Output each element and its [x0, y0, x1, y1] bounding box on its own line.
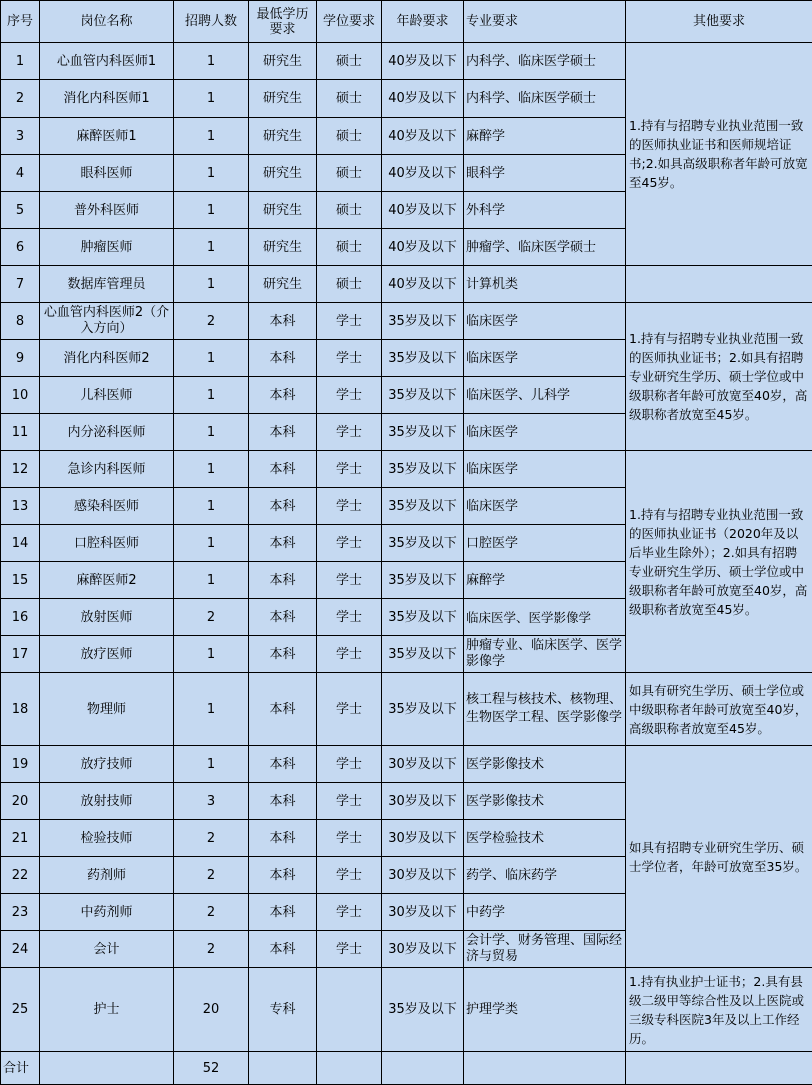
cell-age: 40岁及以下: [382, 155, 464, 192]
cell-degree: 学士: [317, 673, 382, 746]
cell-post: 放疗技师: [40, 746, 174, 783]
cell-age: 35岁及以下: [382, 525, 464, 562]
header-degree: 学位要求: [317, 1, 382, 43]
cell-major: 临床医学: [464, 488, 626, 525]
cell-seq: 16: [1, 599, 40, 636]
cell-seq: 13: [1, 488, 40, 525]
total-count: 52: [174, 1052, 249, 1085]
cell-age: 35岁及以下: [382, 562, 464, 599]
cell-edu: 研究生: [249, 43, 317, 80]
cell-age: 30岁及以下: [382, 746, 464, 783]
cell-edu: 研究生: [249, 266, 317, 303]
cell-edu: 专科: [249, 968, 317, 1052]
cell-major: 临床医学: [464, 451, 626, 488]
cell-major: 中药学: [464, 894, 626, 931]
cell-degree: 学士: [317, 820, 382, 857]
header-count: 招聘人数: [174, 1, 249, 43]
cell-degree: 学士: [317, 894, 382, 931]
cell-post: 眼科医师: [40, 155, 174, 192]
header-edu: 最低学历要求: [249, 1, 317, 43]
cell-count: 2: [174, 931, 249, 968]
cell-age: 35岁及以下: [382, 303, 464, 340]
cell-degree: 学士: [317, 562, 382, 599]
header-post: 岗位名称: [40, 1, 174, 43]
cell-count: 1: [174, 377, 249, 414]
cell-edu: 研究生: [249, 118, 317, 155]
cell-edu: 研究生: [249, 192, 317, 229]
cell-seq: 24: [1, 931, 40, 968]
cell-edu: 本科: [249, 673, 317, 746]
cell-degree: 学士: [317, 931, 382, 968]
cell-degree: 硕士: [317, 118, 382, 155]
cell-seq: 23: [1, 894, 40, 931]
cell-seq: 5: [1, 192, 40, 229]
cell-degree: 硕士: [317, 229, 382, 266]
cell-age: 40岁及以下: [382, 266, 464, 303]
cell-post: 麻醉医师1: [40, 118, 174, 155]
header-row: [1, 1, 812, 43]
cell-seq: 7: [1, 266, 40, 303]
cell-seq: 12: [1, 451, 40, 488]
cell-post: 放射医师: [40, 599, 174, 636]
cell-seq: 4: [1, 155, 40, 192]
cell-count: 1: [174, 746, 249, 783]
cell-count: 1: [174, 266, 249, 303]
cell-edu: 本科: [249, 746, 317, 783]
cell-degree: [317, 968, 382, 1052]
cell-seq: 17: [1, 636, 40, 673]
cell-major: 护理学类: [464, 968, 626, 1052]
cell-post: 内分泌科医师: [40, 414, 174, 451]
cell-age: 35岁及以下: [382, 636, 464, 673]
cell-degree: 学士: [317, 377, 382, 414]
cell-post: 肿瘤医师: [40, 229, 174, 266]
cell-seq: 25: [1, 968, 40, 1052]
cell-major: 临床医学: [464, 303, 626, 340]
cell-degree: 学士: [317, 340, 382, 377]
cell-age: 30岁及以下: [382, 820, 464, 857]
total-empty-post: [40, 1052, 174, 1085]
header-age: 年龄要求: [382, 1, 464, 43]
cell-age: 40岁及以下: [382, 192, 464, 229]
cell-major: 麻醉学: [464, 118, 626, 155]
total-empty-degree: [317, 1052, 382, 1085]
cell-edu: 研究生: [249, 229, 317, 266]
cell-count: 1: [174, 155, 249, 192]
cell-count: 1: [174, 451, 249, 488]
other-requirements-group-1: 1.持有与招聘专业执业范围一致的医师执业证书和医师规培证书;2.如具高级职称者年龄可放宽至45岁。: [626, 43, 812, 266]
cell-major: 医学影像技术: [464, 783, 626, 820]
cell-age: 35岁及以下: [382, 673, 464, 746]
cell-edu: 本科: [249, 414, 317, 451]
cell-seq: 11: [1, 414, 40, 451]
cell-count: 2: [174, 599, 249, 636]
cell-seq: 15: [1, 562, 40, 599]
cell-seq: 9: [1, 340, 40, 377]
cell-count: 2: [174, 303, 249, 340]
header-other: 其他要求: [626, 1, 812, 43]
cell-count: 1: [174, 562, 249, 599]
cell-age: 30岁及以下: [382, 783, 464, 820]
header-major: 专业要求: [464, 1, 626, 43]
cell-major: 会计学、财务管理、国际经济与贸易: [464, 931, 626, 968]
cell-major: 肿瘤学、临床医学硕士: [464, 229, 626, 266]
total-empty-edu: [249, 1052, 317, 1085]
cell-post: 会计: [40, 931, 174, 968]
cell-age: 30岁及以下: [382, 857, 464, 894]
cell-degree: 学士: [317, 599, 382, 636]
cell-age: 35岁及以下: [382, 451, 464, 488]
cell-degree: 学士: [317, 783, 382, 820]
cell-count: 2: [174, 820, 249, 857]
other-requirements-group-5: 如具有研究生学历、硕士学位或中级职称者年龄可放宽至40岁，高级职称者放宽至45岁。: [626, 673, 812, 746]
cell-seq: 22: [1, 857, 40, 894]
cell-post: 护士: [40, 968, 174, 1052]
table-row: [1, 43, 812, 80]
cell-edu: 本科: [249, 820, 317, 857]
cell-post: 心血管内科医师2（介入方向）: [40, 303, 174, 340]
cell-edu: 本科: [249, 340, 317, 377]
cell-degree: 学士: [317, 451, 382, 488]
cell-age: 30岁及以下: [382, 931, 464, 968]
cell-count: 1: [174, 636, 249, 673]
cell-post: 麻醉医师2: [40, 562, 174, 599]
cell-count: 1: [174, 414, 249, 451]
other-requirements-group-3: 1.持有与招聘专业执业范围一致的医师执业证书；2.如具有招聘专业研究生学历、硕士学位或中级职称者年龄可放宽至40岁，高级职称者放宽至45岁。: [626, 303, 812, 451]
cell-age: 40岁及以下: [382, 43, 464, 80]
cell-edu: 本科: [249, 783, 317, 820]
cell-major: 计算机类: [464, 266, 626, 303]
cell-count: 20: [174, 968, 249, 1052]
cell-edu: 研究生: [249, 80, 317, 118]
cell-edu: 本科: [249, 599, 317, 636]
cell-age: 35岁及以下: [382, 377, 464, 414]
cell-seq: 19: [1, 746, 40, 783]
cell-post: 放射技师: [40, 783, 174, 820]
cell-degree: 硕士: [317, 266, 382, 303]
total-row: [1, 1052, 812, 1085]
cell-degree: 学士: [317, 525, 382, 562]
total-empty-other: [626, 1052, 812, 1085]
cell-count: 1: [174, 340, 249, 377]
cell-count: 2: [174, 894, 249, 931]
cell-age: 40岁及以下: [382, 229, 464, 266]
cell-age: 35岁及以下: [382, 968, 464, 1052]
header-seq: 序号: [1, 1, 40, 43]
cell-seq: 21: [1, 820, 40, 857]
cell-age: 40岁及以下: [382, 80, 464, 118]
cell-degree: 学士: [317, 414, 382, 451]
cell-degree: 学士: [317, 857, 382, 894]
total-empty-major: [464, 1052, 626, 1085]
cell-count: 1: [174, 80, 249, 118]
cell-count: 2: [174, 857, 249, 894]
cell-post: 口腔科医师: [40, 525, 174, 562]
cell-major: 临床医学: [464, 414, 626, 451]
cell-major: 麻醉学: [464, 562, 626, 599]
cell-major: 外科学: [464, 192, 626, 229]
cell-count: 1: [174, 192, 249, 229]
table-row: [1, 968, 812, 1052]
cell-degree: 硕士: [317, 80, 382, 118]
cell-degree: 学士: [317, 746, 382, 783]
cell-count: 1: [174, 525, 249, 562]
cell-post: 感染科医师: [40, 488, 174, 525]
cell-post: 中药剂师: [40, 894, 174, 931]
other-requirements-group-7: 1.持有执业护士证书；2.具有县级二级甲等综合性及以上医院或三级专科医院3年及以上工作经历。: [626, 968, 812, 1052]
cell-seq: 14: [1, 525, 40, 562]
cell-age: 35岁及以下: [382, 488, 464, 525]
cell-seq: 2: [1, 80, 40, 118]
cell-major: 医学检验技术: [464, 820, 626, 857]
cell-major: 内科学、临床医学硕士: [464, 80, 626, 118]
cell-seq: 6: [1, 229, 40, 266]
cell-major: 医学影像技术: [464, 746, 626, 783]
cell-post: 药剂师: [40, 857, 174, 894]
cell-degree: 硕士: [317, 155, 382, 192]
cell-seq: 20: [1, 783, 40, 820]
cell-edu: 研究生: [249, 155, 317, 192]
cell-post: 消化内科医师1: [40, 80, 174, 118]
total-label: 合计: [1, 1052, 40, 1085]
cell-major: 药学、临床药学: [464, 857, 626, 894]
table-row: [1, 673, 812, 746]
cell-edu: 本科: [249, 488, 317, 525]
cell-seq: 1: [1, 43, 40, 80]
cell-post: 检验技师: [40, 820, 174, 857]
cell-major: 眼科学: [464, 155, 626, 192]
cell-degree: 学士: [317, 488, 382, 525]
cell-post: 儿科医师: [40, 377, 174, 414]
cell-post: 急诊内科医师: [40, 451, 174, 488]
cell-major: 肿瘤专业、临床医学、医学影像学: [464, 636, 626, 673]
cell-edu: 本科: [249, 377, 317, 414]
cell-edu: 本科: [249, 894, 317, 931]
cell-edu: 本科: [249, 303, 317, 340]
cell-major: 临床医学、医学影像学: [464, 599, 626, 636]
cell-post: 放疗医师: [40, 636, 174, 673]
cell-count: 1: [174, 488, 249, 525]
cell-edu: 本科: [249, 931, 317, 968]
other-requirements-group-6: 如具有招聘专业研究生学历、硕士学位者，年龄可放宽至35岁。: [626, 746, 812, 968]
cell-degree: 硕士: [317, 43, 382, 80]
other-requirements-group-2: [626, 266, 812, 303]
other-requirements-group-4: 1.持有与招聘专业执业范围一致的医师执业证书（2020年及以后毕业生除外）；2.如具有招聘专业研究生学历、硕士学位或中级职称者年龄可放宽至40岁，高级职称者放宽至45岁。: [626, 451, 812, 673]
cell-degree: 学士: [317, 303, 382, 340]
cell-seq: 10: [1, 377, 40, 414]
table-row: [1, 451, 812, 488]
cell-post: 消化内科医师2: [40, 340, 174, 377]
cell-age: 35岁及以下: [382, 340, 464, 377]
cell-major: 临床医学、儿科学: [464, 377, 626, 414]
cell-edu: 本科: [249, 525, 317, 562]
total-empty-age: [382, 1052, 464, 1085]
cell-age: 35岁及以下: [382, 414, 464, 451]
cell-post: 数据库管理员: [40, 266, 174, 303]
cell-age: 35岁及以下: [382, 599, 464, 636]
cell-degree: 硕士: [317, 192, 382, 229]
cell-count: 1: [174, 43, 249, 80]
cell-seq: 18: [1, 673, 40, 746]
cell-count: 1: [174, 229, 249, 266]
cell-degree: 学士: [317, 636, 382, 673]
table-row: [1, 746, 812, 783]
cell-seq: 3: [1, 118, 40, 155]
cell-major: 临床医学: [464, 340, 626, 377]
cell-age: 40岁及以下: [382, 118, 464, 155]
cell-count: 3: [174, 783, 249, 820]
cell-major: 内科学、临床医学硕士: [464, 43, 626, 80]
cell-seq: 8: [1, 303, 40, 340]
cell-count: 1: [174, 118, 249, 155]
cell-major: 口腔医学: [464, 525, 626, 562]
cell-post: 心血管内科医师1: [40, 43, 174, 80]
table-row: [1, 303, 812, 340]
cell-edu: 本科: [249, 636, 317, 673]
cell-edu: 本科: [249, 562, 317, 599]
cell-post: 普外科医师: [40, 192, 174, 229]
cell-major: 核工程与核技术、核物理、生物医学工程、医学影像学: [464, 673, 626, 746]
cell-edu: 本科: [249, 857, 317, 894]
cell-post: 物理师: [40, 673, 174, 746]
cell-count: 1: [174, 673, 249, 746]
cell-age: 30岁及以下: [382, 894, 464, 931]
cell-edu: 本科: [249, 451, 317, 488]
table-row: [1, 266, 812, 303]
